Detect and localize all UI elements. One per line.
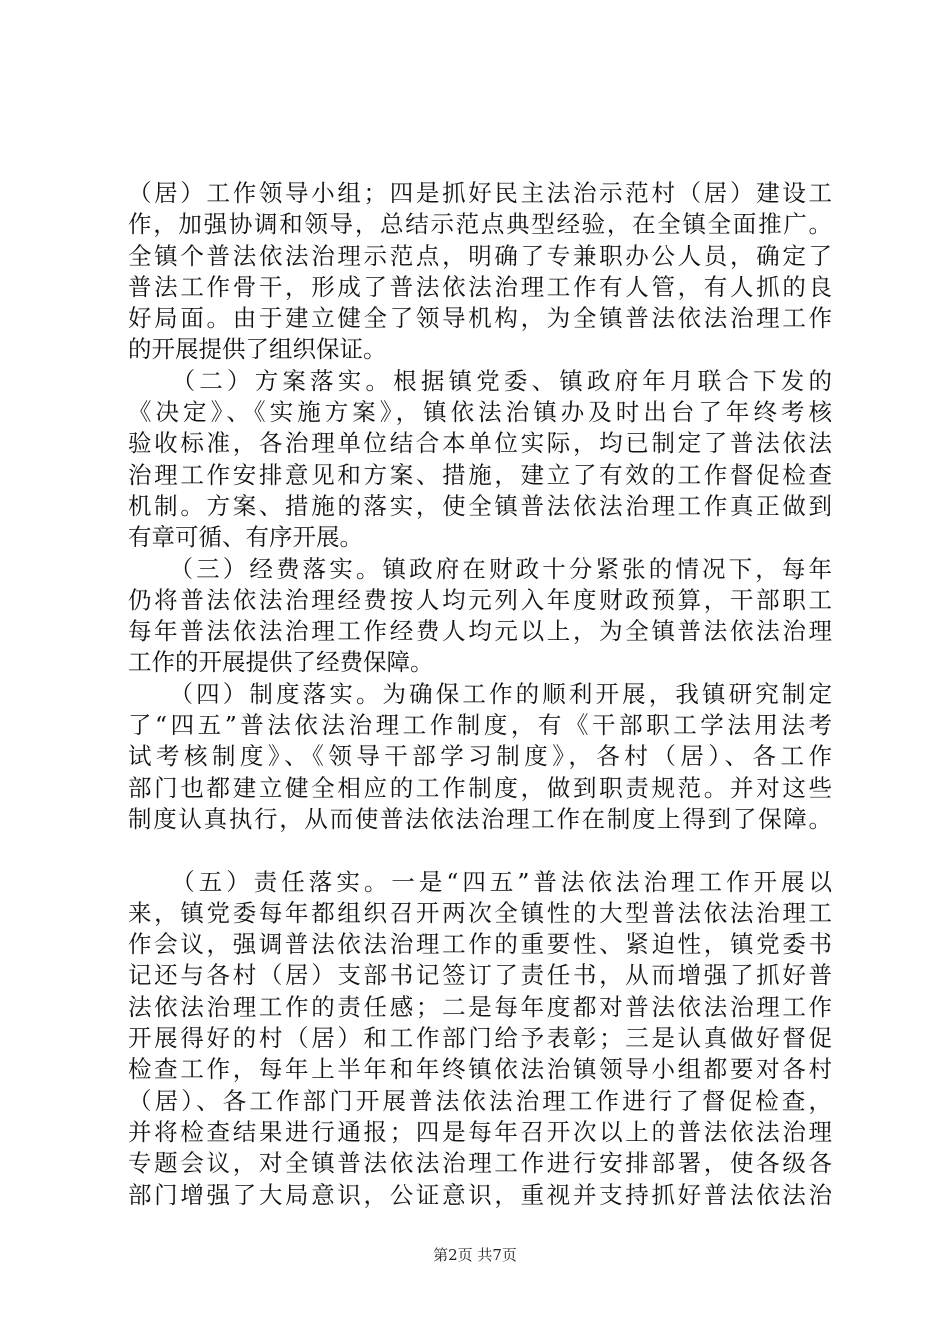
text-line: 作会议，强调普法依法治理工作的重要性、紧迫性，镇党委书: [128, 930, 832, 959]
page-footer: 第2页 共7页: [433, 1246, 517, 1264]
text-line: （居）、各工作部门开展普法依法治理工作进行了督促检查，: [128, 1086, 832, 1115]
text-line: 治理工作安排意见和方案、措施，建立了有效的工作督促检查: [128, 460, 832, 489]
text-line: 专题会议，对全镇普法依法治理工作进行安排部署，使各级各: [128, 1149, 832, 1178]
text-line: （居）工作领导小组；四是抓好民主法治示范村（居）建设工: [128, 179, 832, 207]
text-line: 法依法治理工作的责任感；二是每年度都对普法依法治理工作: [128, 992, 832, 1021]
text-line: 每年普法依法治理工作经费人均元以上，为全镇普法依法治理: [128, 617, 832, 646]
text-line: 了“四五”普法依法治理工作制度，有《干部职工学法用法考: [128, 711, 832, 740]
text-line: （四）制度落实。为确保工作的顺利开展，我镇研究制定: [128, 679, 832, 708]
text-line: 试考核制度》、《领导干部学习制度》，各村（居）、各工作: [128, 742, 832, 771]
text-line: 部门增强了大局意识，公证意识，重视并支持抓好普法依法治: [128, 1180, 832, 1209]
paragraph-gap: [128, 835, 832, 866]
text-line: 好局面。由于建立健全了领导机构，为全镇普法依法治理工作: [128, 304, 832, 333]
text-line: 部门也都建立健全相应的工作制度，做到职责规范。并对这些: [128, 773, 832, 802]
text-line: （五）责任落实。一是“四五”普法依法治理工作开展以: [128, 867, 832, 896]
text-line: 记还与各村（居）支部书记签订了责任书，从而增强了抓好普: [128, 961, 832, 990]
text-line: 仍将普法依法治理经费按人均元列入年度财政预算，干部职工: [128, 585, 832, 614]
text-line: （三）经费落实。镇政府在财政十分紧张的情况下，每年: [128, 554, 832, 583]
text-line: 全镇个普法依法治理示范点，明确了专兼职办公人员，确定了: [128, 241, 832, 270]
text-line: 的开展提供了组织保证。: [128, 335, 387, 364]
document-body: [128, 178, 832, 1211]
text-line: 并将检查结果进行通报；四是每年召开次以上的普法依法治理: [128, 1117, 832, 1146]
text-line: 制度认真执行，从而使普法依法治理工作在制度上得到了保障。: [128, 804, 832, 833]
text-line: 机制。方案、措施的落实，使全镇普法依法治理工作真正做到: [128, 491, 832, 520]
text-line: （二）方案落实。根据镇党委、镇政府年月联合下发的: [128, 366, 832, 395]
text-line: 开展得好的村（居）和工作部门给予表彰；三是认真做好督促: [128, 1024, 832, 1053]
text-line: 工作的开展提供了经费保障。: [128, 648, 434, 677]
text-line: 有章可循、有序开展。: [128, 523, 363, 552]
text-line: 检查工作，每年上半年和年终镇依法治镇领导小组都要对各村: [128, 1055, 832, 1084]
text-line: 验收标准，各治理单位结合本单位实际，均已制定了普法依法: [128, 429, 832, 458]
text-line: 《决定》、《实施方案》，镇依法治镇办及时出台了年终考核: [128, 398, 832, 427]
text-line: 作，加强协调和领导，总结示范点典型经验，在全镇全面推广。: [128, 210, 832, 239]
text-line: 普法工作骨干，形成了普法依法治理工作有人管，有人抓的良: [128, 272, 832, 301]
text-line: 来，镇党委每年都组织召开两次全镇性的大型普法依法治理工: [128, 898, 832, 927]
